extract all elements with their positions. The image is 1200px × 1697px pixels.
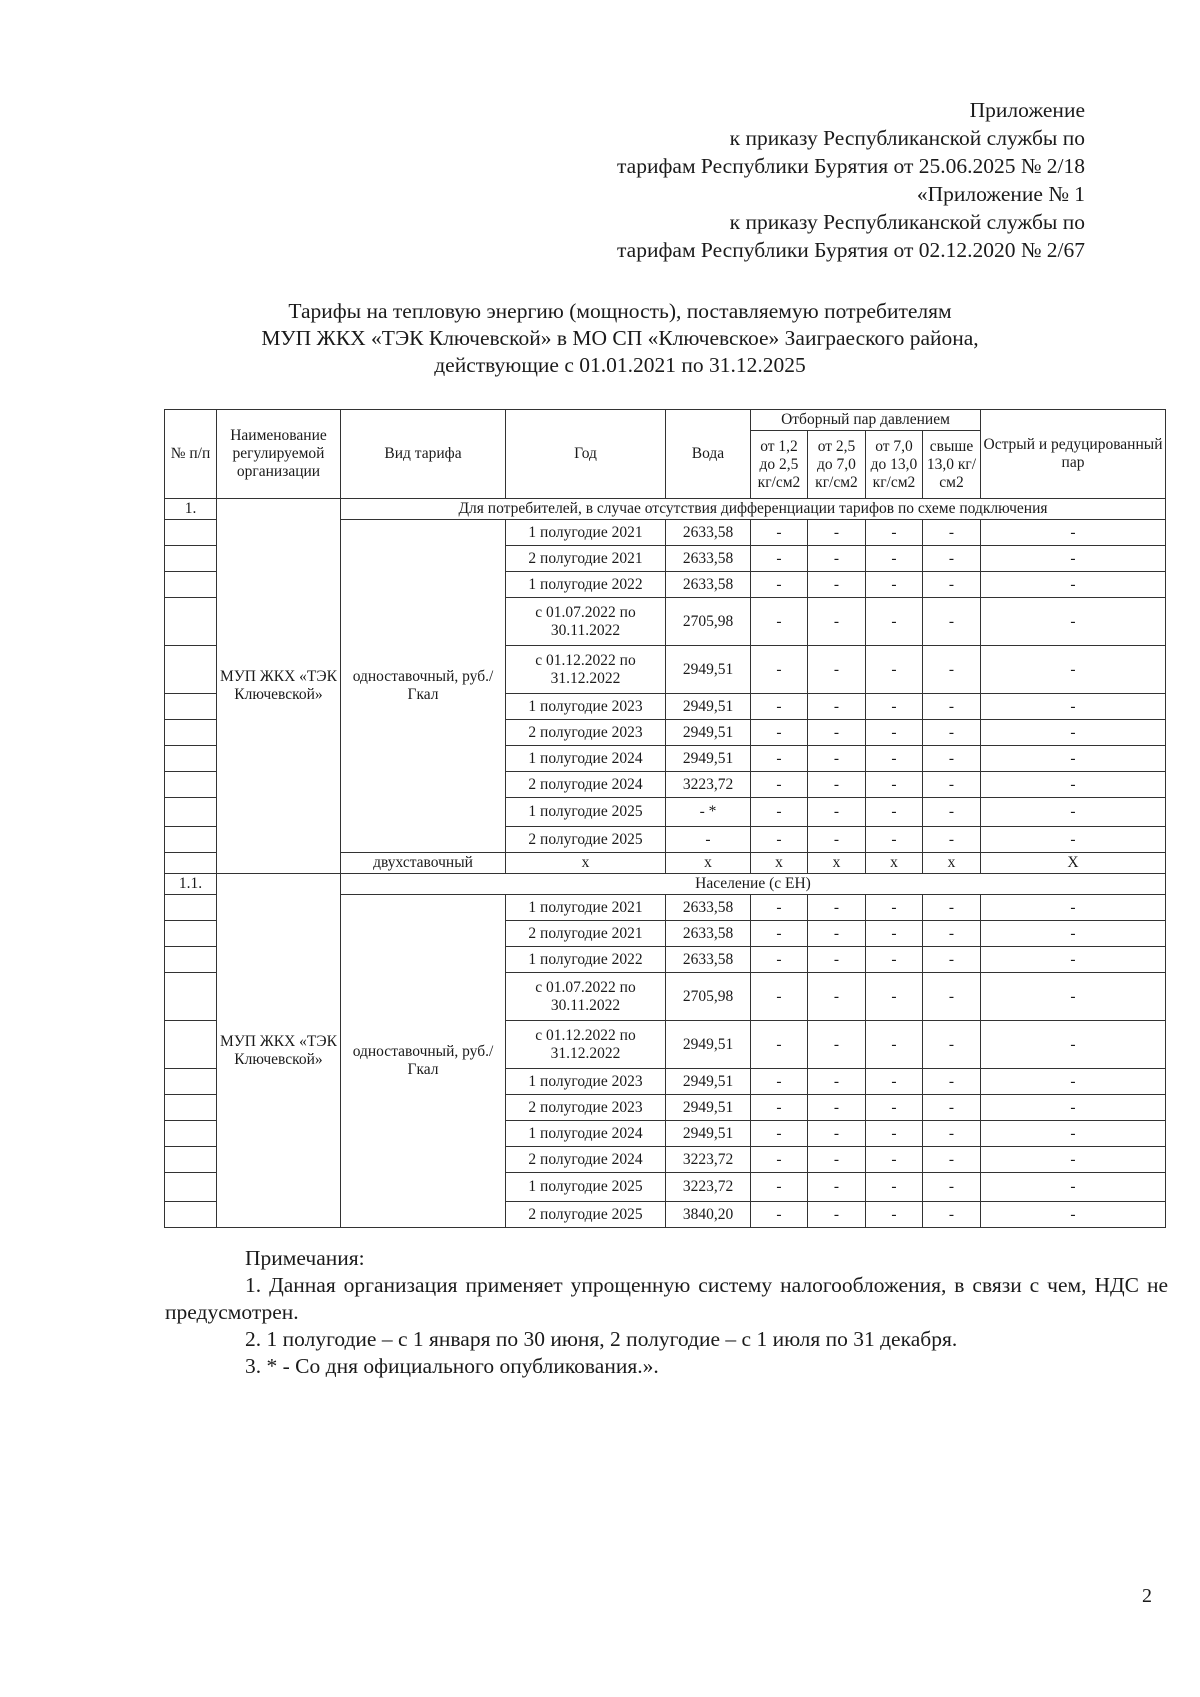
period-cell: 1 полугодие 2023 — [506, 1069, 666, 1095]
steam-2-value: - — [808, 1202, 866, 1228]
header-line: тарифам Республики Бурятия от 25.06.2025 № 2/18 — [617, 154, 1085, 178]
steam-1-value: - — [751, 798, 808, 827]
header-org: Наименование регулируемой организации — [217, 410, 341, 499]
title-line: МУП ЖКХ «ТЭК Ключевской» в МО СП «Ключевское» Заиграеского района, — [261, 326, 979, 350]
header-steam-2: от 2,5 до 7,0 кг/см2 — [808, 431, 866, 499]
steam-2-value: - — [808, 572, 866, 598]
sharp-steam-value: - — [981, 520, 1166, 546]
note-item: 3. * - Со дня официального опубликования.». — [245, 1354, 659, 1378]
tariff-type: одноставочный, руб./Гкал — [341, 895, 506, 1228]
steam-3-value: - — [866, 921, 923, 947]
sharp-steam-value: - — [981, 1202, 1166, 1228]
tariff-type: одноставочный, руб./Гкал — [341, 520, 506, 853]
steam-4-value: - — [923, 895, 981, 921]
period-cell: с 01.12.2022 по 31.12.2022 — [506, 1021, 666, 1069]
water-value: 2633,58 — [666, 520, 751, 546]
note-item: 2. 1 полугодие – с 1 января по 30 июня, 2 полугодие – с 1 июля по 31 декабря. — [245, 1327, 958, 1351]
steam-3-value: - — [866, 646, 923, 694]
row-number — [165, 1021, 217, 1069]
steam-3-value: - — [866, 546, 923, 572]
steam-2-value: - — [808, 694, 866, 720]
sharp-steam-value: - — [981, 1021, 1166, 1069]
steam-2-value: - — [808, 746, 866, 772]
sharp-steam-value: - — [981, 827, 1166, 853]
steam-4-value: - — [923, 1095, 981, 1121]
steam-2-value: - — [808, 1095, 866, 1121]
sharp-steam-value: - — [981, 1147, 1166, 1173]
tariff-type: двухставочный — [341, 853, 506, 874]
steam-4-value: - — [923, 1121, 981, 1147]
row-number — [165, 1069, 217, 1095]
steam-3-value: - — [866, 895, 923, 921]
steam-1-value: - — [751, 827, 808, 853]
water-value: 2949,51 — [666, 1121, 751, 1147]
note-item: 1. Данная организация применяет упрощенную систему налогообложения, в связи с чем, НДС не предусмотрен. — [165, 1273, 1168, 1324]
sharp-steam-value: - — [981, 1069, 1166, 1095]
sharp-steam-value: - — [981, 798, 1166, 827]
row-number — [165, 520, 217, 546]
steam-3-value: - — [866, 1147, 923, 1173]
organization-name: МУП ЖКХ «ТЭК Ключевской» — [217, 499, 341, 874]
steam-1-value: - — [751, 1202, 808, 1228]
steam-3-value: - — [866, 798, 923, 827]
row-number — [165, 1147, 217, 1173]
steam-4-value: - — [923, 1147, 981, 1173]
steam-4-value: - — [923, 772, 981, 798]
steam-1-value: - — [751, 1121, 808, 1147]
steam-4-value: - — [923, 798, 981, 827]
steam-1-value: - — [751, 921, 808, 947]
steam-1-value: x — [751, 853, 808, 874]
section-number: 1. — [165, 499, 217, 520]
row-number — [165, 798, 217, 827]
period-cell: 2 полугодие 2024 — [506, 1147, 666, 1173]
sharp-steam-value: X — [981, 853, 1166, 874]
steam-2-value: - — [808, 1069, 866, 1095]
page-number: 2 — [1142, 1585, 1152, 1607]
row-number — [165, 1121, 217, 1147]
sharp-steam-value: - — [981, 947, 1166, 973]
water-value: 3223,72 — [666, 772, 751, 798]
row-number — [165, 853, 217, 874]
water-value: 2633,58 — [666, 572, 751, 598]
row-number — [165, 598, 217, 646]
header-num: № п/п — [165, 410, 217, 499]
water-value: 2705,98 — [666, 598, 751, 646]
steam-4-value: - — [923, 520, 981, 546]
steam-3-value: x — [866, 853, 923, 874]
section-title: Для потребителей, в случае отсутствия дифференциации тарифов по схеме подключения — [341, 499, 1166, 520]
steam-3-value: - — [866, 572, 923, 598]
steam-2-value: - — [808, 921, 866, 947]
steam-2-value: - — [808, 772, 866, 798]
sharp-steam-value: - — [981, 921, 1166, 947]
steam-2-value: - — [808, 720, 866, 746]
title-line: действующие с 01.01.2021 по 31.12.2025 — [434, 353, 806, 377]
water-value: 2949,51 — [666, 1021, 751, 1069]
steam-3-value: - — [866, 973, 923, 1021]
steam-1-value: - — [751, 1147, 808, 1173]
water-value: 2705,98 — [666, 973, 751, 1021]
steam-2-value: - — [808, 1147, 866, 1173]
row-number — [165, 546, 217, 572]
sharp-steam-value: - — [981, 772, 1166, 798]
notes-heading: Примечания: — [245, 1246, 365, 1270]
period-cell: 2 полугодие 2024 — [506, 772, 666, 798]
steam-1-value: - — [751, 1173, 808, 1202]
period-cell: 1 полугодие 2021 — [506, 520, 666, 546]
sharp-steam-value: - — [981, 973, 1166, 1021]
row-number — [165, 895, 217, 921]
header-line: к приказу Республиканской службы по — [729, 126, 1085, 150]
sharp-steam-value: - — [981, 1095, 1166, 1121]
steam-1-value: - — [751, 746, 808, 772]
sharp-steam-value: - — [981, 1121, 1166, 1147]
steam-1-value: - — [751, 720, 808, 746]
header-tariff-type: Вид тарифа — [341, 410, 506, 499]
section-title-row — [165, 874, 1166, 895]
steam-4-value: - — [923, 827, 981, 853]
steam-2-value: - — [808, 973, 866, 1021]
steam-4-value: - — [923, 1173, 981, 1202]
row-number — [165, 973, 217, 1021]
header-line: тарифам Республики Бурятия от 02.12.2020 № 2/67 — [617, 238, 1085, 262]
row-number — [165, 947, 217, 973]
sharp-steam-value: - — [981, 598, 1166, 646]
row-number — [165, 646, 217, 694]
row-number — [165, 1202, 217, 1228]
water-value: 2633,58 — [666, 895, 751, 921]
water-value: 2949,51 — [666, 646, 751, 694]
steam-1-value: - — [751, 546, 808, 572]
row-number — [165, 694, 217, 720]
steam-2-value: - — [808, 895, 866, 921]
steam-3-value: - — [866, 947, 923, 973]
steam-1-value: - — [751, 572, 808, 598]
steam-1-value: - — [751, 1095, 808, 1121]
sharp-steam-value: - — [981, 546, 1166, 572]
steam-4-value: - — [923, 572, 981, 598]
steam-4-value: - — [923, 598, 981, 646]
steam-1-value: - — [751, 646, 808, 694]
header-line: Приложение — [969, 98, 1085, 122]
title-line: Тарифы на тепловую энергию (мощность), поставляемую потребителям — [288, 299, 952, 323]
steam-2-value: - — [808, 546, 866, 572]
sharp-steam-value: - — [981, 694, 1166, 720]
period-cell: с 01.07.2022 по 30.11.2022 — [506, 598, 666, 646]
water-value: 2949,51 — [666, 1095, 751, 1121]
period-cell: 2 полугодие 2021 — [506, 546, 666, 572]
row-number — [165, 572, 217, 598]
period-cell: 2 полугодие 2025 — [506, 827, 666, 853]
period-cell: 1 полугодие 2025 — [506, 798, 666, 827]
header-steam-1: от 1,2 до 2,5 кг/см2 — [751, 431, 808, 499]
period-cell: 1 полугодие 2024 — [506, 1121, 666, 1147]
row-number — [165, 1173, 217, 1202]
water-value: - — [666, 827, 751, 853]
steam-4-value: - — [923, 746, 981, 772]
period-cell: 1 полугодие 2024 — [506, 746, 666, 772]
steam-2-value: - — [808, 520, 866, 546]
steam-2-value: - — [808, 1121, 866, 1147]
steam-1-value: - — [751, 895, 808, 921]
water-value: 2633,58 — [666, 921, 751, 947]
water-value: 2633,58 — [666, 947, 751, 973]
period-cell: с 01.12.2022 по 31.12.2022 — [506, 646, 666, 694]
water-value: - * — [666, 798, 751, 827]
steam-3-value: - — [866, 720, 923, 746]
section-number: 1.1. — [165, 874, 217, 895]
steam-4-value: - — [923, 720, 981, 746]
steam-1-value: - — [751, 973, 808, 1021]
steam-1-value: - — [751, 694, 808, 720]
water-value: 2633,58 — [666, 546, 751, 572]
row-number — [165, 772, 217, 798]
sharp-steam-value: - — [981, 646, 1166, 694]
steam-3-value: - — [866, 1021, 923, 1069]
steam-2-value: - — [808, 827, 866, 853]
steam-4-value: - — [923, 694, 981, 720]
period-cell: 1 полугодие 2023 — [506, 694, 666, 720]
period-cell: 1 полугодие 2025 — [506, 1173, 666, 1202]
header-steam-group: Отборный пар давлением — [751, 410, 981, 431]
steam-4-value: - — [923, 1202, 981, 1228]
steam-3-value: - — [866, 1069, 923, 1095]
water-value: 2949,51 — [666, 746, 751, 772]
period-cell: 1 полугодие 2022 — [506, 947, 666, 973]
steam-3-value: - — [866, 772, 923, 798]
water-value: 3223,72 — [666, 1147, 751, 1173]
period-cell: 1 полугодие 2021 — [506, 895, 666, 921]
steam-1-value: - — [751, 1069, 808, 1095]
water-value: 3840,20 — [666, 1202, 751, 1228]
sharp-steam-value: - — [981, 1173, 1166, 1202]
section-title: Население (с ЕН) — [341, 874, 1166, 895]
steam-3-value: - — [866, 1121, 923, 1147]
steam-1-value: - — [751, 598, 808, 646]
document-title — [200, 298, 1040, 379]
steam-2-value: - — [808, 947, 866, 973]
period-cell: 2 полугодие 2021 — [506, 921, 666, 947]
header-line: к приказу Республиканской службы по — [729, 210, 1085, 234]
steam-4-value: - — [923, 1021, 981, 1069]
steam-2-value: - — [808, 598, 866, 646]
steam-4-value: x — [923, 853, 981, 874]
row-number — [165, 720, 217, 746]
header-line: «Приложение № 1 — [916, 182, 1085, 206]
steam-2-value: - — [808, 1173, 866, 1202]
notes-section — [165, 1245, 1168, 1380]
steam-1-value: - — [751, 772, 808, 798]
header-steam-3: от 7,0 до 13,0 кг/см2 — [866, 431, 923, 499]
header-sharp-steam: Острый и редуцированный пар — [981, 410, 1166, 499]
period-cell: 2 полугодие 2023 — [506, 720, 666, 746]
row-number — [165, 827, 217, 853]
period-cell: 1 полугодие 2022 — [506, 572, 666, 598]
steam-1-value: - — [751, 1021, 808, 1069]
steam-3-value: - — [866, 827, 923, 853]
steam-3-value: - — [866, 746, 923, 772]
period-cell: 2 полугодие 2023 — [506, 1095, 666, 1121]
sharp-steam-value: - — [981, 572, 1166, 598]
steam-4-value: - — [923, 973, 981, 1021]
header-year: Год — [506, 410, 666, 499]
steam-2-value: - — [808, 646, 866, 694]
row-number — [165, 746, 217, 772]
steam-3-value: - — [866, 1095, 923, 1121]
steam-4-value: - — [923, 921, 981, 947]
steam-3-value: - — [866, 694, 923, 720]
section-title-row — [165, 499, 1166, 520]
period-cell: с 01.07.2022 по 30.11.2022 — [506, 973, 666, 1021]
header-water: Вода — [666, 410, 751, 499]
steam-3-value: - — [866, 598, 923, 646]
period-cell: x — [506, 853, 666, 874]
steam-2-value: - — [808, 798, 866, 827]
steam-1-value: - — [751, 947, 808, 973]
steam-4-value: - — [923, 546, 981, 572]
water-value: x — [666, 853, 751, 874]
sharp-steam-value: - — [981, 720, 1166, 746]
header-steam-4: свыше 13,0 кг/см2 — [923, 431, 981, 499]
row-number — [165, 1095, 217, 1121]
steam-4-value: - — [923, 947, 981, 973]
steam-3-value: - — [866, 1173, 923, 1202]
steam-3-value: - — [866, 1202, 923, 1228]
steam-4-value: - — [923, 646, 981, 694]
steam-2-value: - — [808, 1021, 866, 1069]
steam-3-value: - — [866, 520, 923, 546]
water-value: 2949,51 — [666, 694, 751, 720]
sharp-steam-value: - — [981, 746, 1166, 772]
organization-name: МУП ЖКХ «ТЭК Ключевской» — [217, 874, 341, 1228]
row-number — [165, 921, 217, 947]
document-header — [385, 96, 1085, 264]
tariff-table — [164, 409, 1166, 1228]
period-cell: 2 полугодие 2025 — [506, 1202, 666, 1228]
steam-2-value: x — [808, 853, 866, 874]
steam-1-value: - — [751, 520, 808, 546]
sharp-steam-value: - — [981, 895, 1166, 921]
water-value: 3223,72 — [666, 1173, 751, 1202]
steam-4-value: - — [923, 1069, 981, 1095]
water-value: 2949,51 — [666, 1069, 751, 1095]
water-value: 2949,51 — [666, 720, 751, 746]
